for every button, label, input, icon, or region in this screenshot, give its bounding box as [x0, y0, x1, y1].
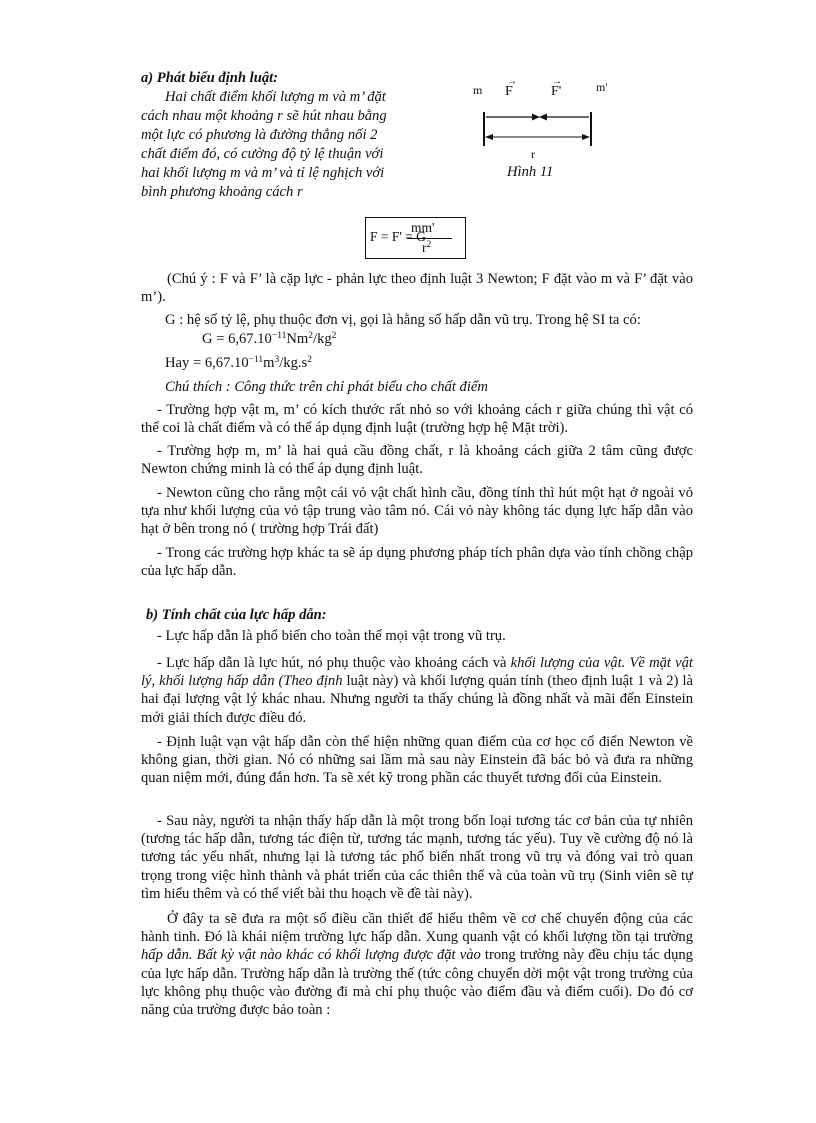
formula-numerator: mm'	[411, 220, 435, 235]
statement-line-5: hai khối lượng m và m’ và tỉ lệ nghịch với	[141, 165, 385, 181]
label-m-prime: m'	[596, 80, 608, 94]
vector-arrow-f: →	[507, 76, 517, 87]
statement-line-3: một lực có phương là đường thẳng nối 2	[141, 127, 378, 143]
formula-denominator: $r^2$	[422, 240, 432, 255]
distance-r-right-head	[582, 134, 590, 140]
statement-line-4: chất điểm đó, có cường độ tỷ lệ thuận với	[141, 146, 384, 162]
g-value-alt: Hay = $6,67.10^{-11}m^3/kg.s^2$	[165, 355, 312, 371]
force-f-arrowhead	[532, 114, 540, 121]
g-definition: G : hệ số tỷ lệ, phụ thuộc đơn vị, gọi là hằng số hấp dẫn vũ trụ. Trong hệ SI ta có:	[165, 312, 641, 328]
distance-r-left-head	[485, 134, 493, 140]
bullet-attraction: - Lực hấp dẫn là lực hút, nó phụ thuộc vào khoảng cách và khối lượng của vật. Về mặt vật lý, khối lượng hấp dẫn (Theo định luật này) và khối lượng quán tính (theo định luật 1 và 2) là hai đại lượng vật lý khác nhau. Nhưng người ta thấy chúng là đồng nhất và mãi đến Einstein mới giải thích được điều đó.	[141, 655, 693, 726]
formula-lhs: F = F' = G	[370, 229, 426, 244]
label-f: F	[505, 84, 513, 99]
note-point-mass: Chú thích : Công thức trên chỉ phát biểu cho chất điểm	[165, 379, 488, 395]
bullet-shell-case: - Newton cũng cho rằng một cái vỏ vật chất hình cầu, đồng tính thì hút một hạt ở ngoài vỏ tựa như khối lượng của vỏ tập trung vào tâm nó. Cái vỏ này không tác dụng lực hấp dẫn vào hạt ở bên trong nó ( trường hợp Trái đất)	[141, 485, 693, 538]
section-a-heading: a) Phát biểu định luật:	[141, 70, 279, 86]
g-value-si: $G = 6,67.10^{-11}Nm^2/kg^2$	[202, 331, 337, 347]
paragraph-gravitational-field: Ở đây ta sẽ đưa ra một số điều cần thiết để hiểu thêm về cơ chế chuyển động của các hành tinh. Đó là khái niệm trường lực hấp dẫn. Xung quanh vật có khối lượng tồn tại trường hấp dẫn. Bất kỳ vật nào khác có khối lượng được đặt vào trong trường này đều chịu tác dụng của lực hấp dẫn. Trường hấp dẫn là trường thế (tức công chuyển dời một vật trong trường của lực không phụ thuộc vào đường đi mà chỉ phụ thuộc vào điểm đầu và điểm cuối). Do đó cơ năng của trường được bảo toàn :	[141, 911, 693, 1019]
statement-line-2: cách nhau một khoảng r sẽ hút nhau bằng	[141, 108, 387, 124]
section-b-heading: b) Tính chất của lực hấp dẫn:	[146, 607, 327, 623]
formula-fraction-line	[407, 238, 452, 239]
label-r: r	[531, 147, 535, 161]
bullet-sphere-case: - Trường hợp m, m’ là hai quả cầu đồng chất, r là khoảng cách giữa 2 tâm cũng được Newton chứng minh là có thể áp dụng định luật.	[141, 443, 693, 478]
statement-line-1: Hai chất điểm khối lượng m và m’ đặt	[165, 89, 386, 105]
bullet-integration-case: - Trong các trường hợp khác ta sẽ áp dụng phương pháp tích phân dựa vào tính chồng chập của lực hấp dẫn.	[141, 545, 693, 580]
statement-line-6: bình phương khoảng cách r	[141, 184, 303, 200]
bullet-universal: - Lực hấp dẫn là phổ biến cho toàn thể mọi vật trong vũ trụ.	[157, 628, 506, 644]
figure-caption: Hình 11	[507, 164, 554, 180]
bullet-point-mass-case: - Trường hợp vật m, m’ có kích thước rất nhỏ so với khoảng cách r giữa chúng thì vật có thể coi là chất điểm và có thể áp dụng định luật (trường hợp hệ Mặt trời).	[141, 402, 693, 437]
note-action-reaction: (Chú ý : F và F’ là cặp lực - phản lực theo định luật 3 Newton; F đặt vào m và F’ đặt vào m’).	[141, 271, 693, 306]
label-m: m	[473, 83, 483, 97]
label-f-prime: F'	[551, 84, 562, 99]
bullet-fundamental-interaction: - Sau này, người ta nhận thấy hấp dẫn là một trong bốn loại tương tác cơ bản của tự nhiên (tương tác hấp dẫn, tương tác điện từ, tương tác mạnh, tương tác yếu). Tuy về cường độ nó là tương tác yếu nhất, nhưng lại là tương tác phổ biến nhất trong vũ trụ và đóng vai trò quan trọng trong việc hình thành và phát triển của các thiên thể và của toàn vũ trụ (Sinh viên sẽ tự tìm hiểu thêm và có thể viết bài thu hoạch về đề tài này).	[141, 813, 693, 902]
bullet-classical-mechanics: - Định luật vạn vật hấp dẫn còn thể hiện những quan điểm của cơ học cổ điển Newton về không gian, thời gian. Nó có những sai lầm mà sau này Einstein đã bác bỏ và đưa ra những quan niệm mới, đúng đắn hơn. Ta sẽ xét kỹ trong phần các thuyết tương đối của Einstein.	[141, 734, 693, 787]
vector-arrow-f-prime: →	[552, 76, 562, 87]
force-f-prime-arrowhead	[539, 114, 547, 121]
